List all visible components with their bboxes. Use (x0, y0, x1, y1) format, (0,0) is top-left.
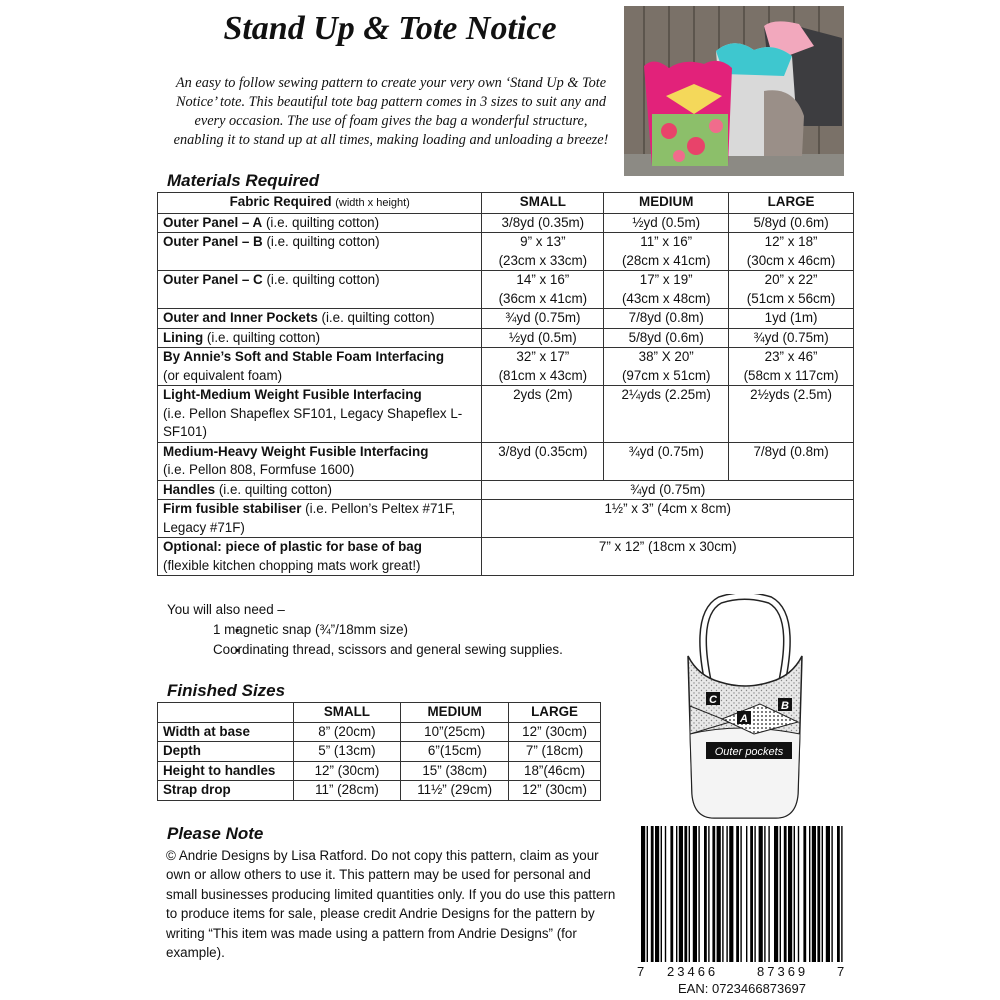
cell-small: 12” (30cm) (293, 761, 401, 781)
barcode-bar (759, 826, 763, 962)
barcode-bar (784, 826, 787, 962)
col-large: LARGE (509, 703, 601, 723)
barcode-bar (717, 826, 721, 962)
label-a: A (740, 713, 748, 725)
barcode-bar (841, 826, 842, 962)
barcode-bar (822, 826, 823, 962)
cell-small (482, 271, 604, 309)
table-row (158, 233, 854, 271)
barcode-bar (655, 826, 659, 962)
label-c: C (709, 694, 717, 706)
material-desc: (i.e. quilting cotton) (262, 234, 380, 249)
material-desc: (i.e. Pellon Shapeflex SF101, Legacy Shapeflex L-SF101) (163, 405, 463, 439)
barcode-bar (746, 826, 747, 962)
barcode-bar (794, 826, 795, 962)
barcode-digit-first: 7 (637, 964, 645, 979)
barcode-bar (831, 826, 832, 962)
barcode-digit-group-1: 23466 (667, 964, 719, 979)
size-cm: (36cm x 41cm) (498, 290, 588, 306)
table-header-row (158, 193, 854, 214)
barcode-bar (764, 826, 765, 962)
barcode-bar (809, 826, 810, 962)
barcode-bar (788, 826, 792, 962)
size-in: 23” x 46” (764, 349, 818, 364)
material-desc: (i.e. quilting cotton) (262, 214, 380, 230)
cell-all-sizes: ¾yd (0.75m) (482, 480, 854, 500)
size-in: 32” x 17” (516, 349, 570, 364)
table-row (158, 213, 854, 233)
cell-small: 11” (28cm) (293, 781, 401, 801)
cell-medium (604, 271, 729, 309)
size-cm: (58cm x 117cm) (743, 367, 839, 383)
barcode-bar (812, 826, 816, 962)
table-row (158, 722, 601, 742)
cell-medium: 11½” (29cm) (401, 781, 509, 801)
barcode-bar (803, 826, 806, 962)
dimension-note: (width x height) (335, 197, 410, 209)
size-in: 20” x 22” (764, 272, 818, 287)
barcode-bar (798, 826, 799, 962)
cell-large: 18”(46cm) (509, 761, 601, 781)
size-cm: (51cm x 56cm) (746, 290, 836, 306)
barcode-bar (698, 826, 699, 962)
material-desc: (or equivalent foam) (163, 367, 283, 383)
barcode-digit-group-2: 87369 (757, 964, 809, 979)
cell-large: 1yd (1m) (729, 309, 854, 329)
barcode-bar (740, 826, 741, 962)
barcode-bar (826, 826, 830, 962)
material-name: Outer Panel – A (163, 214, 263, 230)
cell-large: ¾yd (0.75m) (729, 328, 854, 348)
cell-large: 7/8yd (0.8m) (729, 442, 854, 480)
barcode-bar (679, 826, 683, 962)
material-name: Handles (163, 481, 216, 497)
barcode-bar (670, 826, 673, 962)
page-title: Stand Up & Tote Notice (223, 10, 557, 47)
table-row (158, 500, 854, 538)
cell-small: ½yd (0.5m) (482, 328, 604, 348)
row-label: Height to handles (158, 761, 294, 781)
material-desc: (i.e. quilting cotton) (215, 481, 332, 497)
size-cm: (28cm x 41cm) (621, 252, 711, 268)
cell-large (729, 271, 854, 309)
also-need-section (167, 600, 563, 660)
list-item: ▪ 1 magnetic snap (¾”/18mm size) (213, 620, 563, 640)
material-name: Outer and Inner Pockets (163, 310, 318, 325)
barcode-bar (750, 826, 753, 962)
size-cm: (43cm x 48cm) (621, 290, 711, 306)
cell-medium (604, 348, 729, 386)
size-cm: (81cm x 43cm) (498, 367, 588, 383)
label-outer-pockets: Outer pockets (714, 746, 784, 758)
tote-bags-photo (624, 6, 844, 176)
barcode-bar (665, 826, 666, 962)
barcode-bar (651, 826, 654, 962)
barcode-bar (736, 826, 739, 962)
table-row (158, 271, 854, 309)
cell-medium: 2¼yds (2.25m) (604, 386, 729, 443)
barcode-bar (684, 826, 687, 962)
table-row (158, 328, 854, 348)
cell-small (482, 348, 604, 386)
material-desc: (i.e. Pellon 808, Formfuse 1600) (163, 462, 355, 477)
material-name: Medium-Heavy Weight Fusible Interfacing (163, 443, 429, 459)
barcode-bar (780, 826, 781, 962)
col-medium: MEDIUM (401, 703, 509, 723)
size-cm: (30cm x 46cm) (746, 252, 836, 268)
table-row (158, 309, 854, 329)
barcode-bar (729, 826, 733, 962)
also-need-intro: You will also need – (167, 602, 285, 617)
material-name: Light-Medium Weight Fusible Interfacing (163, 387, 422, 402)
barcode-bar (704, 826, 707, 962)
cell-medium: 10”(25cm) (401, 722, 509, 742)
cell-medium: ¾yd (0.75m) (604, 442, 729, 480)
cell-large (729, 233, 854, 271)
size-in: 14” x 16” (516, 272, 570, 287)
barcode-bar (661, 826, 662, 962)
intro-text: An easy to follow sewing pattern to create your very own ‘Stand Up & Tote Notice’ tote. This beautiful tote bag pattern comes in 3 sizes to suit any and every occasion. The use of foam gives the bag a wonderful structure, enabling it to stand up at all times, making loading and unloading a breeze! (173, 75, 609, 148)
cell-medium: 15” (38cm) (401, 761, 509, 781)
cell-all-sizes: 7” x 12” (18cm x 30cm) (482, 538, 854, 576)
col-medium: MEDIUM (604, 193, 729, 214)
table-row (158, 480, 854, 500)
row-label: Depth (158, 742, 294, 762)
material-name: By Annie’s Soft and Stable Foam Interfacing (163, 349, 444, 364)
size-in: 12” x 18” (764, 234, 818, 249)
cell-medium: 5/8yd (0.6m) (604, 328, 729, 348)
barcode-bar (726, 826, 727, 962)
col-small: SMALL (482, 193, 604, 214)
materials-table (157, 192, 854, 576)
cell-medium (604, 233, 729, 271)
cell-small: 3/8yd (0.35m) (482, 213, 604, 233)
size-in: 11” x 16” (640, 234, 693, 249)
material-name: Optional: piece of plastic for base of bag (163, 539, 422, 554)
cell-medium: ½yd (0.5m) (604, 213, 729, 233)
cell-small: 3/8yd (0.35cm) (482, 442, 604, 480)
barcode-bar (689, 826, 690, 962)
material-desc: (i.e. quilting cotton) (317, 310, 435, 325)
barcode-bar (722, 826, 723, 962)
row-label: Width at base (158, 722, 294, 742)
col-large: LARGE (729, 193, 854, 214)
barcode-bar (837, 826, 840, 962)
cell-large: 12” (30cm) (509, 722, 601, 742)
finished-sizes-table (157, 702, 601, 801)
material-name: Outer Panel – B (163, 234, 263, 249)
table-row (158, 761, 601, 781)
cell-small (482, 233, 604, 271)
barcode-bar (693, 826, 697, 962)
table-row (158, 781, 601, 801)
cell-small: 5” (13cm) (293, 742, 401, 762)
blank-header (158, 703, 294, 723)
table-row (158, 538, 854, 576)
size-cm: (97cm x 51cm) (621, 367, 711, 383)
barcode-bar (817, 826, 820, 962)
please-note-text: © Andrie Designs by Lisa Ratford. Do not copy this pattern, claim as your own or allow others to use it. This pattern may be used for personal and small businesses producing limited quantities only. If you do use this pattern to produce items for sale, please credit Andrie Designs for the pattern by writing “This item was made using a pattern from Andrie Designs” (for example). (166, 848, 616, 961)
table-row (158, 442, 854, 480)
cell-large: 12” (30cm) (509, 781, 601, 801)
row-label: Strap drop (158, 781, 294, 801)
cell-large: 5/8yd (0.6m) (729, 213, 854, 233)
cell-large (729, 348, 854, 386)
ean-number: EAN: 0723466873697 (678, 981, 806, 996)
material-name: Lining (163, 329, 204, 345)
bag-diagram (680, 594, 810, 820)
fabric-required-label: Fabric Required (229, 194, 332, 209)
size-in: 38” X 20” (638, 349, 694, 364)
barcode-image (637, 826, 847, 971)
material-desc: (flexible kitchen chopping mats work great!) (163, 557, 421, 573)
barcode-bar (676, 826, 677, 962)
material-desc: (i.e. quilting cotton) (203, 329, 321, 345)
barcode-bar (754, 826, 755, 962)
cell-large: 7” (18cm) (509, 742, 601, 762)
barcode-digit-last: 7 (837, 964, 845, 979)
table-header-row (158, 703, 601, 723)
list-item: ▪ Coordinating thread, scissors and general sewing supplies. (213, 640, 563, 660)
supplies-list (167, 620, 563, 660)
cell-all-sizes: 1½” x 3” (4cm x 8cm) (482, 500, 854, 538)
table-row (158, 348, 854, 386)
size-cm: (23cm x 33cm) (498, 252, 588, 268)
cell-small: 8” (20cm) (293, 722, 401, 742)
col-small: SMALL (293, 703, 401, 723)
table-row (158, 742, 601, 762)
please-note-heading: Please Note (167, 824, 264, 843)
barcode-bar (641, 826, 645, 962)
material-desc: (i.e. quilting cotton) (262, 272, 380, 287)
cell-large: 2½yds (2.5m) (729, 386, 854, 443)
label-b: B (781, 700, 789, 712)
cell-medium: 6”(15cm) (401, 742, 509, 762)
material-name: Outer Panel – C (163, 272, 263, 287)
cell-small: 2yds (2m) (482, 386, 604, 443)
barcode-bar (712, 826, 715, 962)
finished-sizes-heading: Finished Sizes (167, 681, 286, 700)
barcode-bar (768, 826, 769, 962)
material-desc: (i.e. Pellon’s Peltex #71F, Legacy #71F) (163, 501, 456, 535)
table-row (158, 386, 854, 443)
size-in: 9” x 13” (520, 234, 566, 249)
size-in: 17” x 19” (639, 272, 693, 287)
barcode-bar (774, 826, 778, 962)
cell-medium: 7/8yd (0.8m) (604, 309, 729, 329)
material-name: Firm fusible stabiliser (163, 501, 302, 516)
barcode-bar (708, 826, 709, 962)
materials-heading: Materials Required (167, 171, 320, 190)
cell-small: ¾yd (0.75m) (482, 309, 604, 329)
barcode-bar (647, 826, 648, 962)
